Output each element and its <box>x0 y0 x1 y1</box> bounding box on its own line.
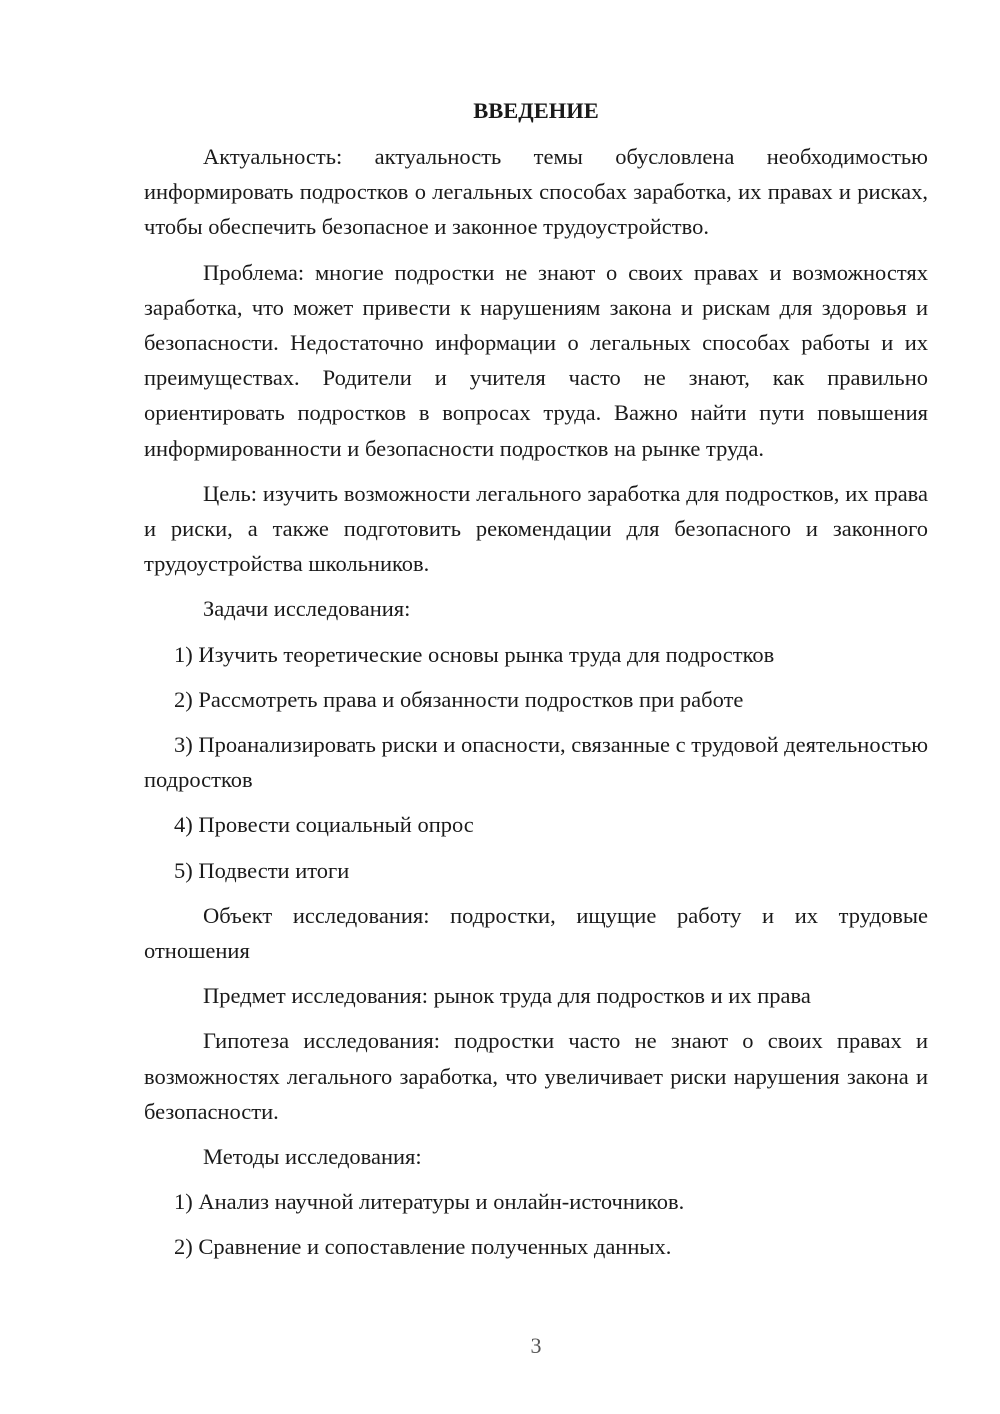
task-item-1: 1) Изучить теоретические основы рынка труда для подростков <box>174 641 775 667</box>
problem-paragraph: Проблема: многие подростки не знают о своих правах и возможностях заработка, что может привести к нарушениям закона и рискам для здоровья и безопасности. Недостаточно информации о легальных способах работы и их преимуществах. Родители и учителя часто не знают, как правильно ориентировать подростков в вопросах труда. Важно найти пути повышения информированности и безопасности подростков на рынке труда. <box>144 259 928 461</box>
task-item-2: 2) Рассмотреть права и обязанности подростков при работе <box>174 686 744 712</box>
tasks-heading: Задачи исследования: <box>203 596 411 622</box>
page-number: 3 <box>530 1333 542 1358</box>
relevance-paragraph: Актуальность: актуальность темы обусловлена необходимостью информировать подростков о легальных способах заработка, их правах и рисках, чтобы обеспечить безопасное и законное трудоустройство. <box>144 144 928 240</box>
method-item-1: 1) Анализ научной литературы и онлайн-источников. <box>174 1189 685 1215</box>
task-item-5: 5) Подвести итоги <box>174 857 350 883</box>
goal-paragraph: Цель: изучить возможности легального заработка для подростков, их права и риски, а также подготовить рекомендации для безопасного и законного трудоустройства школьников. <box>144 480 928 577</box>
task-item-3: 3) Проанализировать риски и опасности, связанные с трудовой деятельностью подростков <box>144 732 929 793</box>
method-item-2: 2) Сравнение и сопоставление полученных данных. <box>174 1234 672 1260</box>
object-paragraph: Объект исследования: подростки, ищущие работу и их трудовые отношения <box>144 902 928 964</box>
section-heading: ВВЕДЕНИЕ <box>473 98 599 123</box>
subject-paragraph: Предмет исследования: рынок труда для подростков и их права <box>203 983 811 1009</box>
methods-heading: Методы исследования: <box>203 1144 422 1170</box>
hypothesis-paragraph: Гипотеза исследования: подростки часто не знают о своих правах и возможностях легального заработка, что увеличивает риски нарушения закона и безопасности. <box>144 1028 928 1124</box>
page-content <box>144 95 928 1275</box>
task-item-4: 4) Провести социальный опрос <box>174 812 474 838</box>
